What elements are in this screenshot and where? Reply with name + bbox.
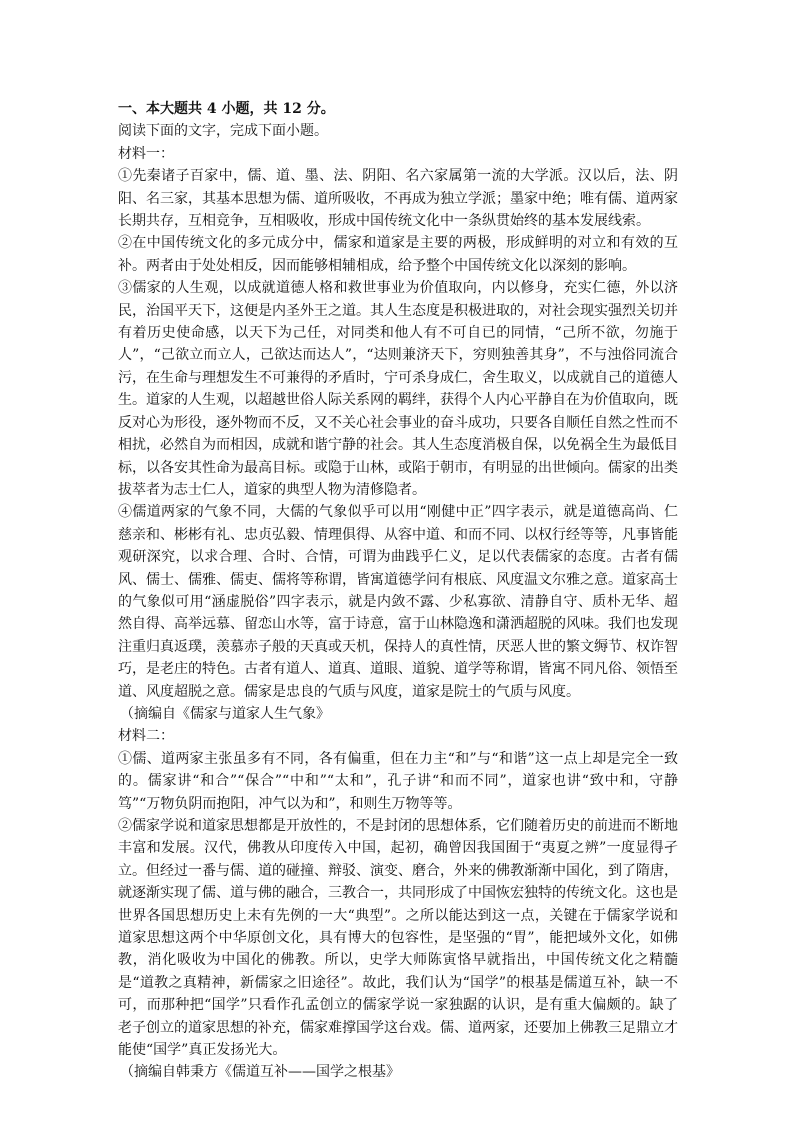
material-two-paragraph-2: ②儒家学说和道家思想都是开放性的，不是封闭的思想体系，它们随着历史的前进而不断地丰富和发展。汉代，佛教从印度传入中国，起初，确曾因我国囿于“夷夏之辨”一度显得孑立。但经过一番与儒、道的碰撞、辩驳、演变、磨合，外来的佛教渐渐中国化，到了隋唐，就逐渐实现了儒、道与佛的融合，三教合一，共同形成了中国恢宏独特的传统文化。这也是世界各国思想历史上未有先例的一大“典型”。之所以能达到这一点，关键在于儒家学说和道家思想这两个中华原创文化，具有博大的包容性，是坚强的“胃”，能把域外文化，如佛教，消化吸收为中国化的佛教。所以，史学大师陈寅恪早就指出，中国传统文化之精髓是“道教之真精神，新儒家之旧途径”。故此，我们认为“国学”的根基是儒道互补，缺一不可，而那种把“国学”只看作孔孟创立的儒家学说一家独踞的认识，是有重大偏颇的。缺了老子创立的道家思想的补充，儒家难撑国学这台戏。儒、道两家，还要加上佛教三足鼎立才能使“国学”真正发扬光大。: [118, 818, 678, 1059]
section-heading: 一、本大题共 4 小题，共 12 分。: [118, 101, 335, 117]
material-one-label: 材料一：: [118, 145, 174, 162]
material-two-label: 材料二：: [118, 728, 174, 745]
material-two-source: （摘编自韩秉方《儒道互补——国学之根基》: [120, 1064, 400, 1081]
material-one-paragraph-3: ③儒家的人生观，以成就道德人格和救世事业为价值取向，内以修身，充实仁德，外以济民，治国平天下，这便是内圣外王之道。其人生态度是积极进取的，对社会现实强烈关切并有着历史使命感，以天下为己任，对同类和他人有不可自已的同情，“己所不欲，勿施于人”，“己欲立而立人，己欲达而达人”，“达则兼济天下，穷则独善其身”，不与浊俗同流合污，在生命与理想发生不可兼得的矛盾时，宁可杀身成仁，舍生取义，以成就自己的道德人生。道家的人生观，以超越世俗人际关系网的羁绊，获得个人内心平静自在为价值取向，既反对心为形役，逐外物而不反，又不关心社会事业的奋斗成功，只要各自顺任自然之性而不相扰，必然自为而相因，成就和谐宁静的社会。其人生态度消极自保，以免祸全生为最低目标，以各安其性命为最高目标。或隐于山林，或陷于朝市，有明显的出世倾向。儒家的出类拔萃者为志士仁人，道家的典型人物为清修隐者。: [118, 280, 678, 498]
material-two-paragraph-1: ①儒、道两家主张虽多有不同，各有偏重，但在力主“和”与“和谐”这一点上却是完全一致的。儒家讲“和合”“保合”“中和”“太和”，孔子讲“和而不同”，道家也讲“致中和，守静笃”“万物负阴而抱阳，冲气以为和”，和则生万物等等。: [118, 750, 678, 812]
material-one-paragraph-4: ④儒道两家的气象不同，大儒的气象似乎可以用“刚健中正”四字表示，就是道德高尚、仁慈亲和、彬彬有礼、忠贞弘毅、情理俱得、从容中道、和而不同、以权行经等等，凡事皆能观研深究，以求合理、合时、合情，可谓为曲践乎仁义，足以代表儒家的态度。古者有儒风、儒士、儒雅、儒吏、儒将等称谓，皆寓道德学问有根底、风度温文尔雅之意。道家高士的气象似可用“涵虚脱俗”四字表示，就是内敛不露、少私寡欲、清静自守、质朴无华、超然自得、高举远慕、留恋山水等，富于诗意，富于山林隐逸和潇洒超脱的风味。我们也发现注重归真返璞，羡慕赤子般的天真或天机，保持人的真性情，厌恶人世的繁文缛节、权诈智巧，是老庄的特色。古者有道人、道真、道眼、道貌、道学等称谓，皆寓不同凡俗、领悟至道、风度超脱之意。儒家是忠良的气质与风度，道家是院士的气质与风度。: [118, 504, 678, 700]
material-one-paragraph-2: ②在中国传统文化的多元成分中，儒家和道家是主要的两极，形成鲜明的对立和有效的互补。两者由于处处相反，因而能够相辅相成，给予整个中国传统文化以深刻的影响。: [118, 235, 678, 274]
material-one-paragraph-1: ①先秦诸子百家中，儒、道、墨、法、阴阳、名六家属第一流的大学派。汉以后，法、阴阳、名三家，其基本思想为儒、道所吸收，不再成为独立学派；墨家中绝；唯有儒、道两家长期共存，互相竞争，互相吸收，形成中国传统文化中一条纵贯始终的基本发展线索。: [118, 168, 678, 230]
instruction-text: 阅读下面的文字，完成下面小题。: [118, 123, 328, 140]
document-page: [118, 98, 678, 1084]
material-one-source: （摘编自《儒家与道家人生气象》: [120, 705, 330, 722]
